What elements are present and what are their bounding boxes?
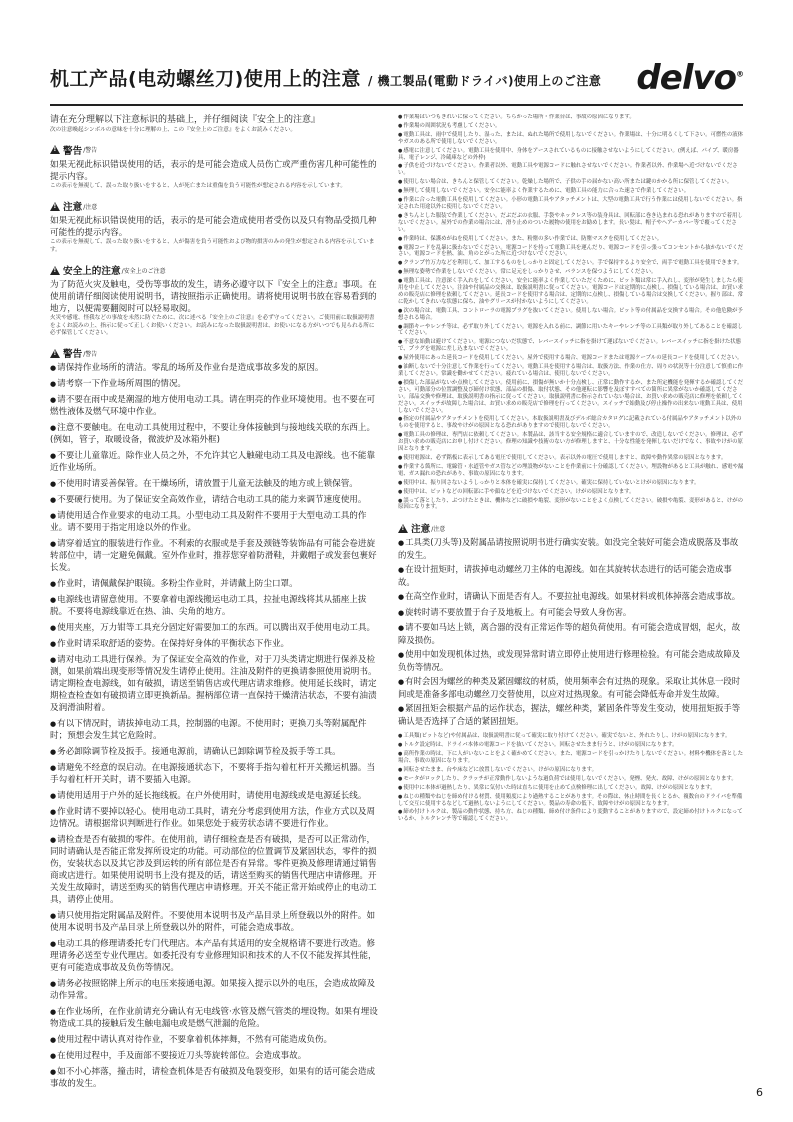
- safety-title: 安全上的注意: [63, 266, 121, 278]
- caution-item: [398, 703, 746, 727]
- warning-item: [50, 762, 378, 786]
- warning-item-jp-text: ● 無理な姿勢で作業をしないでください。常に足元をしっかりさせ、バランスを保つようにしてください。: [398, 269, 746, 276]
- caution-item-jp: [398, 767, 746, 774]
- warning-item-text: ● 电源线也请留意使用。不要拿着电源线搬运电动工具，拉扯电源线将其从插座上拔脱。不要将电源线靠近在热、油、尖角的地方。: [50, 594, 378, 618]
- right-column: [398, 114, 746, 1104]
- warning-item-jp: [398, 114, 746, 121]
- caution-item: [398, 591, 746, 604]
- warning-item-jp: [398, 489, 746, 496]
- warning-item: [50, 394, 378, 418]
- caution-item-text: ● 请不要如马达上锁，离合器的没有正常运作等的超负荷使用。有可能会造成冒烟，起火，故障及损伤。: [398, 622, 746, 646]
- warning-item: [50, 978, 378, 1002]
- warning-item: [50, 538, 378, 574]
- warning-item-text: ● 请对电动工具进行保养。为了保证安全高效的作业，对于刀头类请定期进行保养及检测，如果前端出现变形等情况发生请停止使用。注油及附件的更换请参照使用说明书。请定期检查电源线，如有破损，请送至销售店或代理店请求维修。使用延长线时，请定期检查检查如有破损请立即更换新品。握柄部位请一直保持干燥清洁状态，不要有油渍及润滑油附着。: [50, 654, 378, 714]
- warning-item-text: ● 请避免不经意的误启动。在电源接通状态下，不要将手指勾着杠杆开关搬运机器。当手勾着杠杆开关时，请不要插入电源。: [50, 762, 378, 786]
- logo-text: delvo: [636, 58, 736, 98]
- warning-item-jp-text: ● 無理して使用しないでください。安全に能率よく作業するために、電動工具の能力に合った速さで作業してください。: [398, 188, 746, 195]
- caution-item-jp-text: ● ねじの種類やねじを締め付ける材質、使用頻度により過熱することがあります。その際は、休止時間を長くとるか、複数台のドライバを準備して交互に使用するなどして過熱しないようにしてください。製品の寿命の低下、故障やけがの原因となります。: [398, 794, 746, 808]
- warning-item: [50, 938, 378, 974]
- warning-item-jp-text: ● 指定の付属品やアタッチメントを使用してください。本取扱説明書及びデルボ総合カタログに記載されている付属品やアタッチメント以外のものを使用すると、事故やけがの原因となる恐れがありますので使用しないでください。: [398, 416, 746, 430]
- warning-item-jp-text: ● 屋外使用にあった延長コードを使用してください。屋外で使用する場合、電源コードまたは電源ケーブルの延長コードを使用してください。: [398, 355, 746, 362]
- warning-item-jp: [398, 148, 746, 162]
- warning-item-jp: [398, 416, 746, 430]
- warning-def-heading: [50, 143, 378, 157]
- caution-item: [398, 649, 746, 673]
- safety-zh: 为了防范火灾及触电，受伤等事故的发生，请务必遵守以下『安全上的注意』事项。在使用前请仔细阅读使用说明书，请按照指示正确使用。请将使用说明书放在容易看到的地方，以便需要翻阅时可以轻易取阅。: [50, 280, 377, 315]
- caution-item: [398, 676, 746, 700]
- left-warning-title: 警告: [63, 349, 83, 361]
- caution-item: [398, 537, 746, 561]
- warning-item: [50, 638, 378, 650]
- warning-item-text: ● 请务必按照铭牌上所示的电压来接通电源。如果接入提示以外的电压，会造成故障及动作异常。: [50, 978, 378, 1002]
- caution-triangle-icon: [50, 202, 60, 211]
- warning-item-text: ● 请使用适用于户外的延长拖线板。在户外使用时，请使用电源线或是电源延长线。: [50, 790, 378, 802]
- caution-item-jp: [398, 785, 746, 792]
- warning-item-jp: [398, 197, 746, 211]
- safety-jp: 火災や感電、怪我などの事故を未然に防ぐために、次に述べる『安全上のご注意』を必ず守ってください。ご使用前に取扱説明書をよくお読みの上、指示に従って正しくお使いください。お読みになった取扱説明書は、お使いになる方がいつでも見られる所に必ず保管してください。: [50, 315, 375, 336]
- warning-item-jp-text: ● 不意な始動は避けてください。電源につないだ状態で、レバースイッチに指を掛けて運ばないでください。レバースイッチに指を掛けた状態で、プラグを電源に差し込まないでください。: [398, 339, 746, 353]
- warning-item-text: ● 请穿着适宜的服装进行作业。不利索的衣服或是手套及颈链等装饰品有可能会卷进旋转部位中，请一定避免佩戴。室外作业时，推荐您穿着防滑鞋，并戴帽子或发套包裹好长发。: [50, 538, 378, 574]
- warning-item-text: ● 请不要在雨中或是潮湿的地方使用电动工具。请在明亮的作业环境使用。也不要在可燃性液体及燃气环境中作业。: [50, 394, 378, 418]
- warning-item-jp: [398, 236, 746, 243]
- warning-item-jp-text: ● 損傷した部品がないか点検してください。使用前に、損傷が無いか十分点検し、正常に動作するか、また所定機能を発揮するか確認してください。可動部分の位置調整及び締付け状態、部品の損傷、取付状態、その他運転に影響を及ぼすすべての箇所に異常がないか確認してください。部品交換や修理は、取扱説明書の指示に従ってください。取扱説明書に指示されていない場合は、お買い求めの販売店に修理を依頼してください。スイッチが故障した場合は、お買い求めの販売店で修理を行ってください。スイッチで始動及び停止操作の出来ない電動工具は、使用しないでください。: [398, 380, 746, 415]
- caution-def-title-jp: /注意: [83, 203, 98, 211]
- right-caution-title: 注意: [411, 524, 431, 536]
- warning-item-text: ● 不使用时请妥善保管。在干燥场所，请放置于儿童无法触及的地方或上锁保管。: [50, 478, 378, 490]
- warning-item-text: ● 请保持作业场所的清洁。零乱的场所及作业台是造成事故多发的原因。: [50, 362, 378, 374]
- warning-item: [50, 478, 378, 490]
- caution-item-jp-text: ● 回転させたまま、台や床などに放置しないでください。けがの原因になります。: [398, 767, 746, 774]
- warning-item-text: ● 作业时，请佩戴保护眼镜。多粉尘作业时，并请戴上防尘口罩。: [50, 578, 378, 590]
- caution-def-jp: この表示を無視して、誤った取り扱いをすると、人が傷害を負う可能性および物的損害のみの発生が想定される内容を示しています。: [50, 239, 375, 253]
- caution-def-heading: [50, 199, 378, 213]
- warning-item-text: ● 使用夹座，万力钳等工具充分固定好需要加工的东西。可以腾出双手使用电动工具。: [50, 622, 378, 634]
- warning-item-text: ● 电动工具的修理请委托专门代理店。本产品有其适用的安全规格请不要进行改造。修理请务必送至专业代理店。如委托没有专业修理知识和技术的人不仅不能发挥其性能，更有可能造成事故及负伤等情况。: [50, 938, 378, 974]
- right-caution-heading: [398, 521, 746, 535]
- page-title: [50, 64, 601, 91]
- warning-item-jp: [398, 480, 746, 487]
- caution-def-zh: 如果无视此标识错误使用的话，表示的是可能会造成使用者受伤以及只有物品受损几种可能性的提示内容。: [50, 216, 377, 239]
- warning-item-jp-text: ● 作業する箇所に、電線管・水道管やガス管などの埋設物がないことを作業前に十分確認してください。埋設物があると工具が触れ、感電や漏電、ガス漏れの恐れがあり、事故の原因になります。: [398, 464, 746, 478]
- caution-item-jp-text: ● 使用中に本体が過熱したり、異常に気付いた時は直ちに使用を止めて点検修理に出してください。故障、けがの原因となります。: [398, 785, 746, 792]
- warning-item-jp: [398, 245, 746, 259]
- right-warning-list: [398, 114, 746, 511]
- caution-item-text: ● 旋转时请不要放置于台子及地板上。有可能会导致人身伤害。: [398, 607, 746, 620]
- warning-item-jp-text: ● 油断しないで十分注意して作業を行ってください。電動工具を使用する場合は、取扱方法、作業の仕方、周りの状況等十分注意して慎重に作業してください。常識を働かせてください。疲れている場合は、使用しないでください。: [398, 364, 746, 378]
- left-warning-title-jp: /警告: [83, 350, 98, 358]
- warning-item-jp: [398, 339, 746, 353]
- title-chinese: 机工产品(电动螺丝刀)使用上的注意: [50, 68, 361, 90]
- warning-item-text: ● 请只使用指定附属品及附件。不要使用本说明书及产品目录上所登载以外的附件。如使用本说明书及产品目录上所登载以外的附件，可能会造成事故。: [50, 910, 378, 934]
- caution-item-jp-text: ● 工具類(ビットなど)や付属品は、取扱説明書に従って確実に取り付けてください。確実でないと、外れたりし、けがの原因になります。: [398, 733, 746, 740]
- warning-item-jp: [398, 260, 746, 267]
- warning-item-jp-text: ● 調節キーやレンチ等は、必ず取り外してください。電源を入れる前に、調節に用いたキーやレンチ等の工具類が取り外してあることを確認してください。: [398, 324, 746, 338]
- warning-item-text: ● 作业时请采取舒适的姿势。在保持好身体的平衡状态下作业。: [50, 638, 378, 650]
- warning-item-text: ● 注意不要触电。在电动工具使用过程中，不要让身体接触到与接地线关联的东西上。(例如，管子，取暖设备，微波炉及冰箱外框): [50, 422, 378, 446]
- warning-item-jp-text: ● クランプ竹万力などを利用して、加工するものをしっかりと固定してください。手で保持するより安全で、両手で電動工具を使用できます。: [398, 260, 746, 267]
- warning-item-text: ● 在作业场所，在作业前请充分确认有无电线管·水管及燃气管类的埋设物。如果有埋设物造成工具的接触后发生触电漏电或是燃气泄漏的危险。: [50, 1006, 378, 1030]
- warning-item-jp-text: ● 作業場の周囲状況も考慮してください。: [398, 123, 746, 130]
- warning-item-jp-text: ● 使用中は、振り回さないようしっかりと本体を確実に保持してください。確実に保持していないとけがの原因になります。: [398, 480, 746, 487]
- warning-item-jp-text: ● 誤って落としたり、ぶつけたときは、機体などに破損や亀裂、変形がないことをよく点検してください。破損や亀裂、変形があると、けがの原因になります。: [398, 498, 746, 512]
- warning-item-jp: [398, 123, 746, 130]
- intro-zh: 请在充分理解以下注意标识的基础上，并仔细阅读『安全上的注意』: [50, 115, 321, 125]
- safety-triangle-icon: [50, 266, 60, 275]
- warning-item-text: ● 有以下情况时，请拔掉电动工具，控制器的电源。不使用时；更换刀头等附属配件时；预想会发生其它危险时。: [50, 718, 378, 742]
- warning-item-text: ● 在使用过程中，手及面部不要接近刀头等旋转部位。会造成事故。: [50, 1050, 378, 1062]
- warning-item-jp: [398, 132, 746, 146]
- caution-item-text: ● 在高空作业时，请确认下面是否有人。不要拉扯电源线。如果材料或机体掉落会造成事故。: [398, 591, 746, 604]
- warning-item: [50, 1006, 378, 1030]
- warning-item-jp-text: ● きちんとした服装で作業してください。だぶだぶの衣服、手袋やネックレス等の装身具は、回転部に巻き込まれる恐れがありますので着用しないでください。屋外での作業の場合には、滑り止めのついた履物の使用をお勧めします。長い髪は、帽子やヘアーカバー等で覆ってください。: [398, 213, 746, 234]
- warning-item-jp: [398, 269, 746, 276]
- warning-item: [50, 834, 378, 906]
- warning-item-text: ● 请检查是否有破损的零件。在使用前，请仔细检查是否有破损，是否可以正常动作，同时请确认是否能正常发挥所设定的功能。可动部位的位置调节及紧固状态，零件的损伤，安装状态以及其它涉及到运转的所有部位是否有异常。零件更换及修理请通过销售商或店进行。如果使用说明书上没有提及的话，请送至购买的销售代理店申请修理。开关发生故障时，请送至购买的销售代理店申请修理。开关不能正常开始或停止的电动工具，请停止使用。: [50, 834, 378, 906]
- warning-item: [50, 362, 378, 374]
- warning-item-jp: [398, 308, 746, 322]
- warning-item: [50, 1066, 378, 1090]
- warning-def-title: 警告: [63, 145, 83, 157]
- caution-item: [398, 607, 746, 620]
- warning-triangle-icon: [50, 145, 60, 154]
- warning-item-jp-text: ● 作業場はいつもきれいに保ってください。ちらかった場所・作業台は、事故の原因になります。: [398, 114, 746, 121]
- left-warning-list: [50, 362, 378, 1090]
- warning-item-jp: [398, 498, 746, 512]
- warning-item: [50, 654, 378, 714]
- warning-item-jp: [398, 355, 746, 362]
- header-rule: [50, 104, 743, 106]
- warning-item: [50, 510, 378, 534]
- warning-item-text: ● 使用过程中请认真对待作业，不要拿着机体摔舞，不然有可能造成负伤。: [50, 1034, 378, 1046]
- warning-item-text: ● 不要硬行使用。为了保证安全高效作业，请结合电动工具的能力来调节速度使用。: [50, 494, 378, 506]
- caution-item-jp: [398, 742, 746, 749]
- warning-item-jp-text: ● 作業時は、保護めがねを使用してください。また、粉塵の多い作業では、防塵マスクを使用してください。: [398, 236, 746, 243]
- warning-item: [50, 1050, 378, 1062]
- caution-item-text: ● 在设计扭矩时，请拔掉电动螺丝刀主体的电源线。如在其旋转状态进行的话可能会造成事故。: [398, 564, 746, 588]
- warning-def-jp: この表示を無視して、誤った取り扱いをすると、人が死亡または重傷を負う可能性が想定される内容を示しています。: [50, 182, 346, 189]
- warning-item-jp: [398, 188, 746, 195]
- warning-item: [50, 422, 378, 446]
- caution-item-jp-text: ● モータがロックしたり、クラッチが正常動作しないような過負荷では使用しないでください。発煙、発火、故障、けがの原因となります。: [398, 776, 746, 783]
- warning-item: [50, 594, 378, 618]
- warning-item: [50, 622, 378, 634]
- warning-item-jp-text: ● 次の場合は、電動工具、コントローラの電源プラグを抜いてください。使用しない場合。ビット等の付属品を交換する場合。その他危険が予想される場合。: [398, 308, 746, 322]
- warning-item-jp-text: ● 感電に注意してください。電動工具を使用中、身体をアースされているものに接触させないようにしてください。(例えば、パイプ、暖房器具、電子レンジ、冷蔵庫などの外枠): [398, 148, 746, 162]
- title-japanese: / 機工製品(電動ドライバ)使用上のご注意: [368, 74, 602, 88]
- warning-item-jp: [398, 380, 746, 415]
- caution-item: [398, 564, 746, 588]
- warning-item-jp-text: ● 子供を近づけないでください。作業者以外、電動工具や電源コードに触れさせないでください。作業者以外、作業場へ近づけないでください。: [398, 163, 746, 177]
- warning-item-jp: [398, 163, 746, 177]
- warning-item: [50, 450, 378, 474]
- caution-zh-list: [398, 537, 746, 727]
- warning-item-jp: [398, 213, 746, 234]
- left-warning-triangle-icon: [50, 349, 60, 358]
- warning-item-jp: [398, 464, 746, 478]
- warning-item: [50, 718, 378, 742]
- warning-item-jp: [398, 179, 746, 186]
- right-caution-title-jp: /注意: [431, 525, 446, 533]
- caution-item-text: ● 工具类(刀头等)及附属品请按照说明书进行确实安装。如没完全装好可能会造成脱落及事故的发生。: [398, 537, 746, 561]
- caution-item-jp-text: ● トルク設定時は、ドライバ本体の電源コードを抜いてください。回転させたまま行うと、けがの原因になります。: [398, 742, 746, 749]
- warning-item-jp-text: ● 電源コードを乱暴に扱わないでください。電源コードを持って電動工具を運んだり、電源コードを引っ張ってコンセントから抜かないでください。電源コードを熱、油、角のとがった所に近づけないでください。: [398, 245, 746, 259]
- caution-item: [398, 622, 746, 646]
- left-column: [50, 114, 378, 1104]
- caution-item-text: ● 有时会因为螺丝的种类及紧固螺纹的材质，使用频率会有过热的现象。采取让其休息一段时间或是准备多部电动螺丝刀交替使用，以应对过热现象。有可能会降低寿命并发生故障。: [398, 676, 746, 700]
- warning-item: [50, 1034, 378, 1046]
- caution-jp-list: [398, 733, 746, 823]
- caution-item-jp: [398, 733, 746, 740]
- warning-item-text: ● 不要让儿童靠近。除作业人员之外，不允许其它人触碰电动工具及电源线。也不能靠近作业场所。: [50, 450, 378, 474]
- caution-item-text: ● 紧固扭矩会根据产品的运作状态，握法，螺丝种类，紧固条件等发生变动，使用扭矩扳手等确认是否选择了合适的紧固扭矩。: [398, 703, 746, 727]
- warning-item-jp-text: ● 使用中は、ビットなどの回転部に手や顔などを近づけないでください。けがの原因となります。: [398, 489, 746, 496]
- warning-item-text: ● 如不小心摔落，撞击时，请检查机体是否有破损及龟裂变形，如果有的话可能会造成事故的发生。: [50, 1066, 378, 1090]
- caution-item-jp: [398, 751, 746, 765]
- warning-item-jp-text: ● 使用しない場合は、きちんと保管してください。乾燥した場所で、子供の手の届かない高い所または鍵のかかる所に保管してください。: [398, 179, 746, 186]
- warning-item: [50, 806, 378, 830]
- left-warning-heading: [50, 346, 378, 360]
- warning-item-text: ● 请考察一下作业场所周围的情况。: [50, 378, 378, 390]
- caution-item-jp: [398, 794, 746, 808]
- warning-item: [50, 746, 378, 758]
- right-caution-triangle-icon: [398, 524, 408, 533]
- page-number: 6: [756, 1086, 763, 1099]
- safety-title-jp: /安全上のご注意: [121, 267, 166, 275]
- warning-item: [50, 910, 378, 934]
- warning-item: [50, 790, 378, 802]
- warning-item-text: ● 务必卸除调节栓及扳手。接通电源前，请确认已卸除调节栓及扳手等工具。: [50, 746, 378, 758]
- safety-heading: [50, 263, 378, 277]
- warning-item-jp: [398, 324, 746, 338]
- warning-item: [50, 378, 378, 390]
- warning-item: [50, 578, 378, 590]
- caution-item-text: ● 使用中如发现机体过热，或发现异常时请立即停止使用进行修理检验。有可能会造成故障及负伤等情况。: [398, 649, 746, 673]
- warning-item-jp-text: ● 使用電源は、必ず銘板に表示してある電圧で使用してください。表示以外の電圧で使用しますと、故障や動作異常の原因となります。: [398, 455, 746, 462]
- warning-item-jp: [398, 455, 746, 462]
- warning-item-jp: [398, 364, 746, 378]
- caution-item-jp-text: ● 高所作業の時は、下に人がいないことをよく確かめてください。また、電源コードを引っかけたりしないでください。材料や機体を落とした場合、事故の原因になります。: [398, 751, 746, 765]
- warning-item-jp-text: ● 電動工具は、注意深く手入れをしてください。安全に能率よく作業していただくために、ビット類は常に手入れし、変形が発生しましたら使用を中止してください。注油や付属品の交換は、取扱説明書に従ってください。電源コードは定期的に点検し、損傷している場合は、お買い求めの販売店に修理を依頼してください。延長コードを使用する場合は、定期的に点検し、損傷している場合は交換してください。握り部は、常に乾かしてきれいな状態に保ち、油やグリースが付かないようにしてください。: [398, 278, 746, 306]
- caution-item-jp: [398, 809, 746, 823]
- delvo-logo: delvo®: [636, 58, 743, 98]
- warning-item-jp: [398, 432, 746, 453]
- caution-item-jp-text: ● 締め付けトルクは、製品の動作状態、持ち方、ねじの種類、締め付け条件により変動することがありますので、設定締め付けトルクになっているか、トルクレンチ等で確認してください。: [398, 809, 746, 823]
- intro-jp: 次の注意喚起シンボルの意味を十分に理解の上、この『安全上のご注意』をよくお読みください。: [50, 126, 296, 133]
- warning-item-jp-text: ● 電動工具の修理は、専門店に依頼してください。本製品は、該当する安全規格に適合していますので、改造しないでください。修理は、必ずお買い求めの販売店にお申し付けください。修理の知識や技術のない方が修理しますと、十分な性能を発揮しないだけでなく、事故やけがの原因となります。: [398, 432, 746, 453]
- warning-item: [50, 494, 378, 506]
- warning-item-text: ● 请使用适合作业要求的电动工具。小型电动工具及附件不要用于大型电动工具的作业。请不要用于指定用途以外的作业。: [50, 510, 378, 534]
- warning-item-text: ● 作业时请不要掉以轻心。使用电动工具时，请充分考虑到使用方法，作业方式以及周边情况。请根据常识判断进行作业。如果您处于疲劳状态请不要进行作业。: [50, 806, 378, 830]
- warning-item-jp-text: ● 電動工具は、雨中で使用したり、湿った、または、ぬれた場所で使用しないでください。作業場は、十分に明るくして下さい。可燃性の液体やガスのある所で使用しないでください。: [398, 132, 746, 146]
- warning-def-title-jp: /警告: [83, 147, 98, 155]
- page-header: [50, 60, 743, 110]
- caution-item-jp: [398, 776, 746, 783]
- caution-def-title: 注意: [63, 202, 83, 214]
- warning-item-jp-text: ● 作業に合った電動工具を使用してください。小形の電動工具やアタッチメントは、大型の電動工具で行う作業には使用しないでください。指定された用途以外に使用しないでください。: [398, 197, 746, 211]
- warning-def-zh: 如果无视此标识错误使用的话，表示的是可能会造成人员伤亡或严重伤害几种可能性的提示内容。: [50, 159, 377, 182]
- warning-item-jp: [398, 278, 746, 306]
